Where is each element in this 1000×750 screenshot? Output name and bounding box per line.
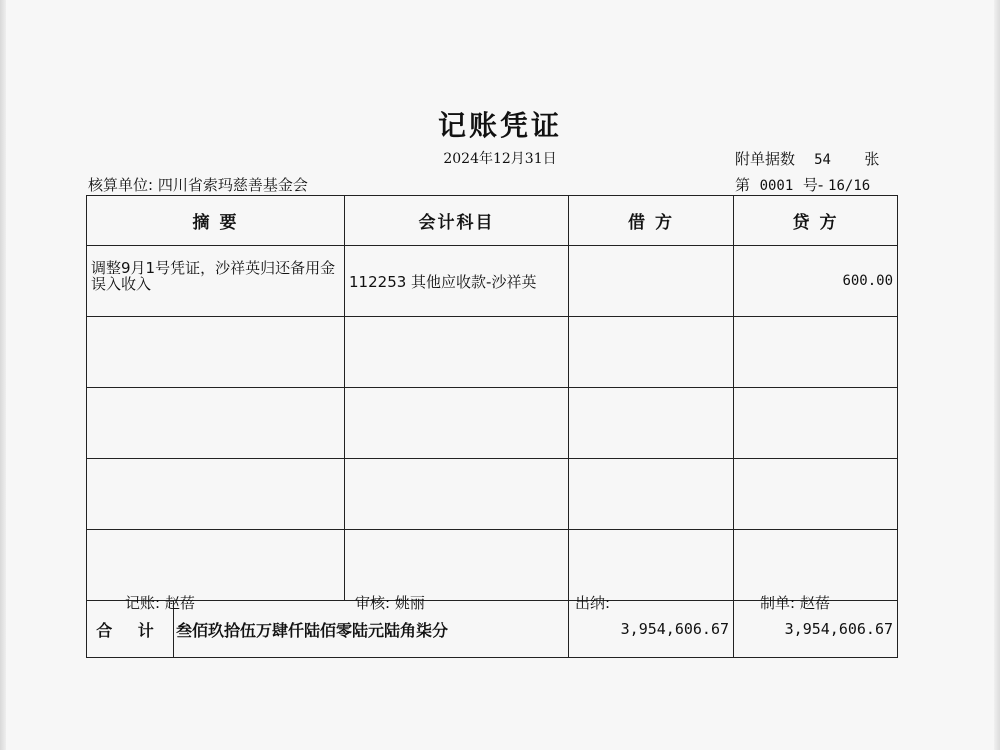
header-summary: 摘 要 [87, 196, 345, 246]
table-row [87, 530, 898, 601]
voucher-number-info [735, 174, 870, 195]
row-account [345, 459, 569, 530]
voucher-number: 0001 [759, 178, 794, 194]
row-summary: 调整9月1号凭证，沙祥英归还备用金误入收入 [87, 246, 345, 317]
bookkeeper-name: 赵蓓 [164, 594, 195, 612]
row-account [345, 388, 569, 459]
unit-label: 核算单位: [88, 176, 154, 194]
preparer-label: 制单: [760, 594, 796, 612]
row-credit [734, 388, 898, 459]
total-amount-in-words: 叁佰玖拾伍万肆仟陆佰零陆元陆角柒分 [174, 601, 569, 658]
voucher-prefix: 第 [735, 176, 751, 194]
row-summary [87, 459, 345, 530]
bookkeeper-label: 记账: [125, 594, 161, 612]
attachments-label: 附单据数 [735, 150, 796, 168]
preparer-name: 赵蓓 [799, 594, 830, 612]
row-account: 112253 其他应收款-沙祥英 [345, 246, 569, 317]
footer-bookkeeper [125, 592, 195, 613]
header-credit: 贷 方 [734, 196, 898, 246]
accounting-unit [88, 174, 308, 195]
total-label: 合 计 [87, 601, 174, 658]
table-row [87, 246, 898, 317]
row-credit [734, 317, 898, 388]
row-account [345, 317, 569, 388]
row-credit [734, 459, 898, 530]
footer-reviewer [355, 592, 425, 613]
unit-name: 四川省索玛慈善基金会 [157, 176, 308, 194]
total-debit: 3,954,606.67 [569, 601, 734, 658]
row-debit [569, 530, 734, 601]
total-credit: 3,954,606.67 [734, 601, 898, 658]
row-debit [569, 388, 734, 459]
row-debit [569, 246, 734, 317]
header-account: 会计科目 [345, 196, 569, 246]
row-debit [569, 459, 734, 530]
row-credit [734, 530, 898, 601]
row-summary [87, 530, 345, 601]
footer-cashier [575, 592, 610, 613]
reviewer-label: 审核: [355, 594, 391, 612]
table-row [87, 459, 898, 530]
row-debit [569, 317, 734, 388]
header-debit: 借 方 [569, 196, 734, 246]
attachments-info [735, 148, 879, 169]
footer-preparer [760, 592, 830, 613]
row-summary [87, 317, 345, 388]
table-row [87, 388, 898, 459]
row-summary [87, 388, 345, 459]
row-credit: 600.00 [734, 246, 898, 317]
attachments-count: 54 [814, 152, 831, 168]
voucher-page: 16/16 [828, 178, 871, 194]
table-header-row [87, 196, 898, 246]
row-account [345, 530, 569, 601]
attachments-unit: 张 [864, 150, 880, 168]
reviewer-name: 姚丽 [394, 594, 425, 612]
voucher-suffix: 号- [802, 176, 824, 194]
cashier-label: 出纳: [575, 594, 611, 612]
table-row [87, 317, 898, 388]
voucher-table [86, 195, 898, 658]
voucher-title: 记账凭证 [437, 109, 562, 142]
voucher-date: 2024年12月31日 [443, 151, 557, 167]
